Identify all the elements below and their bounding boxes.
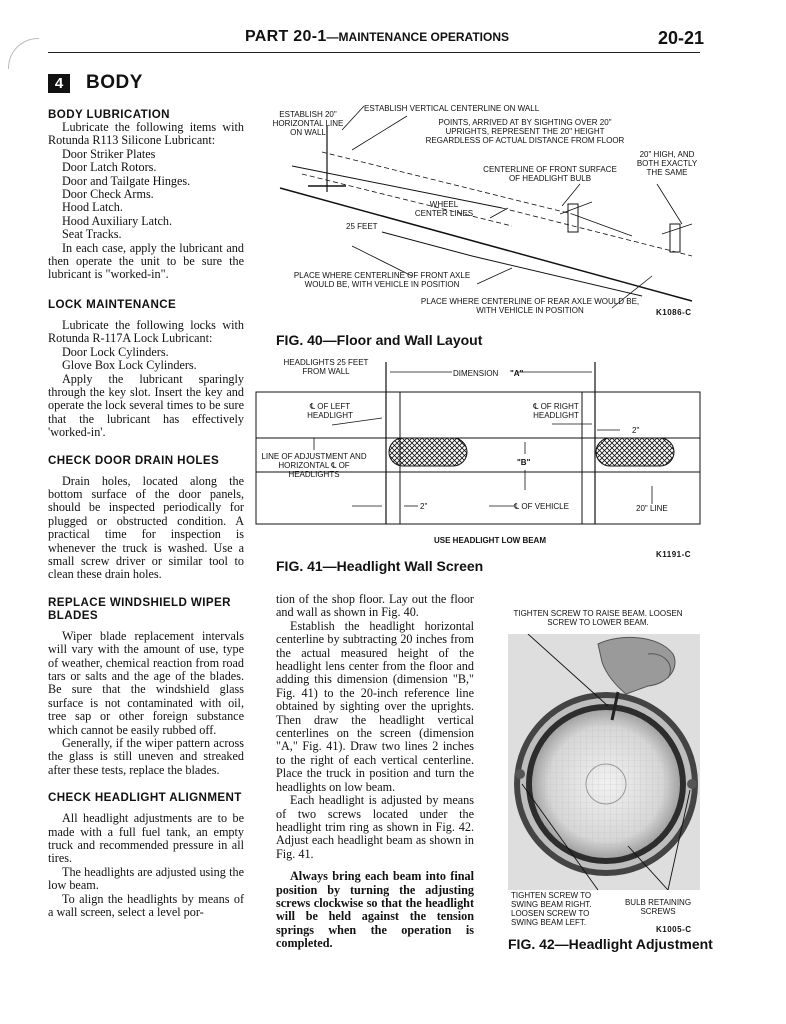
fig41-label-dim-a: "A" <box>510 369 524 378</box>
page-corner-mark <box>8 38 39 69</box>
headlight-wall-screen-diagram <box>252 358 702 530</box>
fig41-code: K1191-C <box>656 550 692 559</box>
section-title: BODY <box>86 72 143 93</box>
section-number-badge: 4 <box>48 74 70 93</box>
fig40-label-centerline-front: CENTERLINE OF FRONT SURFACE OF HEADLIGHT BULB <box>483 165 617 183</box>
page-number: 20-21 <box>658 28 705 48</box>
list-item: Door and Tailgate Hinges. <box>62 173 191 188</box>
fig41-label-left: ℄ OF LEFT HEADLIGHT <box>307 402 353 420</box>
headlight-adjustment-photo <box>508 634 700 890</box>
fig40-code: K1086-C <box>656 308 692 317</box>
fig41-label-dimension: DIMENSION <box>453 369 499 378</box>
fig41-label-vehicle: ℄ OF VEHICLE <box>514 502 569 511</box>
replace-wipers-p2: Generally, if the wiper pattern across the glass is still uneven and streaked after these tests, replace the blades. <box>48 736 244 777</box>
heading-body-lubrication: BODY LUBRICATION <box>48 108 170 121</box>
headlight-alignment-p3: To align the headlights by means of a wall screen, select a level por- <box>48 891 244 920</box>
fig42-label-top: TIGHTEN SCREW TO RAISE BEAM. LOOSEN SCREW TO LOWER BEAM. <box>513 609 683 627</box>
list-item: Seat Tracks. <box>62 227 122 242</box>
headlight-alignment-p2: The headlights are adjusted using the low beam. <box>48 864 244 893</box>
header-part-sub: —MAINTENANCE OPERATIONS <box>326 30 509 44</box>
header-rule <box>48 52 700 53</box>
fig42-caption: FIG. 42—Headlight Adjustment <box>508 936 713 952</box>
running-header <box>245 28 509 46</box>
header-part: PART 20-1 <box>245 28 327 45</box>
fig41-label-right: ℄ OF RIGHT HEADLIGHT <box>533 402 579 420</box>
middle-p2: Establish the headlight horizontal centerline by subtracting 20 inches from the actual measured height of the headlight lens center from the floor and adding this dimension (dimension "B," Fig. 41) to the 20-inch reference line obtained by sighting over the uprights. Then draw the headlight vertical centerlines on the screen (dimension "A," Fig. 41). Draw two lines 2 inches to the right of each vertical centerline. Place the truck in position and turn the headlights on low beam. <box>276 618 474 794</box>
fig40-label-high: 20" HIGH, AND BOTH EXACTLY THE SAME <box>636 150 698 177</box>
fig40-label-wheel: WHEEL CENTER LINES <box>414 200 474 218</box>
list-item: Hood Latch. <box>62 200 123 215</box>
fig41-label-dim-b: "B" <box>517 458 531 467</box>
fig40-label-vertical: ESTABLISH VERTICAL CENTERLINE ON WALL <box>364 104 540 113</box>
fig40-label-rear-axle: PLACE WHERE CENTERLINE OF REAR AXLE WOULD BE, WITH VEHICLE IN POSITION <box>420 297 640 315</box>
list-item: Door Latch Rotors. <box>62 160 157 175</box>
fig42-code: K1005-C <box>656 925 692 934</box>
fig40-label-feet: 25 FEET <box>346 222 378 231</box>
replace-wipers-p1: Wiper blade replacement intervals will vary with the amount of use, type of weather, chemical reaction from road tars or salts and the age of the blades. Be sure that the windshield glass surface is not contaminated with oil, tree sap or other foreign substance which cannot be easily rubbed off. <box>48 628 244 737</box>
middle-column <box>276 593 474 951</box>
middle-p3: Each headlight is adjusted by means of two screws located under the headlight trim ring as shown in Fig. 42. Adjust each headlight beam as shown in Fig. 41. <box>276 793 474 861</box>
lock-maintenance-intro: Lubricate the following locks with Rotunda R-117A Lock Lubricant: <box>48 317 244 346</box>
list-item: Hood Auxiliary Latch. <box>62 213 173 228</box>
fig41-caption: FIG. 41—Headlight Wall Screen <box>276 558 484 574</box>
fig40-label-points: POINTS, ARRIVED AT BY SIGHTING OVER 20" UPRIGHTS, REPRESENT THE 20" HEIGHT REGARDLESS OF ACTUAL DISTANCE FROM FLOOR <box>425 118 625 145</box>
left-column <box>48 108 244 920</box>
body-lubrication-closing: In each case, apply the lubricant and then operate the unit to be sure the lubricant is "worked-in". <box>48 240 244 282</box>
heading-replace-wipers: REPLACE WINDSHIELD WIPER BLADES <box>48 595 231 622</box>
list-item: Glove Box Lock Cylinders. <box>62 358 197 373</box>
check-door-drain-text: Drain holes, located along the bottom surface of the door panels, should be inspected periodically for plugged or obstructed condition. A practical time for inspection is whenever the truck is washed. Use a small screw driver or similar tool to clean these drain holes. <box>48 473 244 582</box>
fig42-label-bulb: BULB RETAINING SCREWS <box>624 898 692 916</box>
middle-p4: Always bring each beam into final position by turning the adjusting screws clockwise so that the headlight will be held against the tension springs when the operation is completed. <box>276 869 474 951</box>
fig41-label-headlights-25: HEADLIGHTS 25 FEET FROM WALL <box>283 358 369 376</box>
list-item: Door Check Arms. <box>62 187 154 202</box>
lock-maintenance-closing: Apply the lubricant sparingly through the key slot. Insert the key and operate the lock several times to be sure that the lubricant has effectively 'worked-in'. <box>48 371 244 440</box>
fig41-label-two-in-bottom: 2" <box>420 502 428 511</box>
heading-headlight-alignment: CHECK HEADLIGHT ALIGNMENT <box>48 791 242 805</box>
heading-lock-maintenance: LOCK MAINTENANCE <box>48 297 177 311</box>
fig40-caption: FIG. 40—Floor and Wall Layout <box>276 332 483 348</box>
heading-check-door-drain: CHECK DOOR DRAIN HOLES <box>48 453 220 467</box>
list-item: Door Striker Plates <box>62 146 156 161</box>
fig41-label-two-in-top: 2" <box>632 426 640 435</box>
fig41-label-adjustment: LINE OF ADJUSTMENT AND HORIZONTAL ℄ OF HEADLIGHTS <box>261 452 367 479</box>
fig41-label-20-line: 20" LINE <box>636 504 668 513</box>
fig42-label-swing: TIGHTEN SCREW TO SWING BEAM RIGHT. LOOSEN SCREW TO SWING BEAM LEFT. <box>511 891 592 927</box>
fig40-label-front-axle: PLACE WHERE CENTERLINE OF FRONT AXLE WOULD BE, WITH VEHICLE IN POSITION <box>293 271 471 289</box>
body-lubrication-intro: Lubricate the following items with Rotunda R113 Silicone Lubricant: <box>48 120 244 148</box>
middle-p1: tion of the shop floor. Lay out the floor and wall as shown in Fig. 40. <box>276 592 474 620</box>
list-item: Door Lock Cylinders. <box>62 344 169 359</box>
fig41-label-low-beam: USE HEADLIGHT LOW BEAM <box>434 536 546 545</box>
fig40-label-establish: ESTABLISH 20" HORIZONTAL LINE ON WALL <box>272 110 344 137</box>
headlight-alignment-p1: All headlight adjustments are to be made with a full fuel tank, an empty truck and recommended pressure in all tires. <box>48 811 244 866</box>
